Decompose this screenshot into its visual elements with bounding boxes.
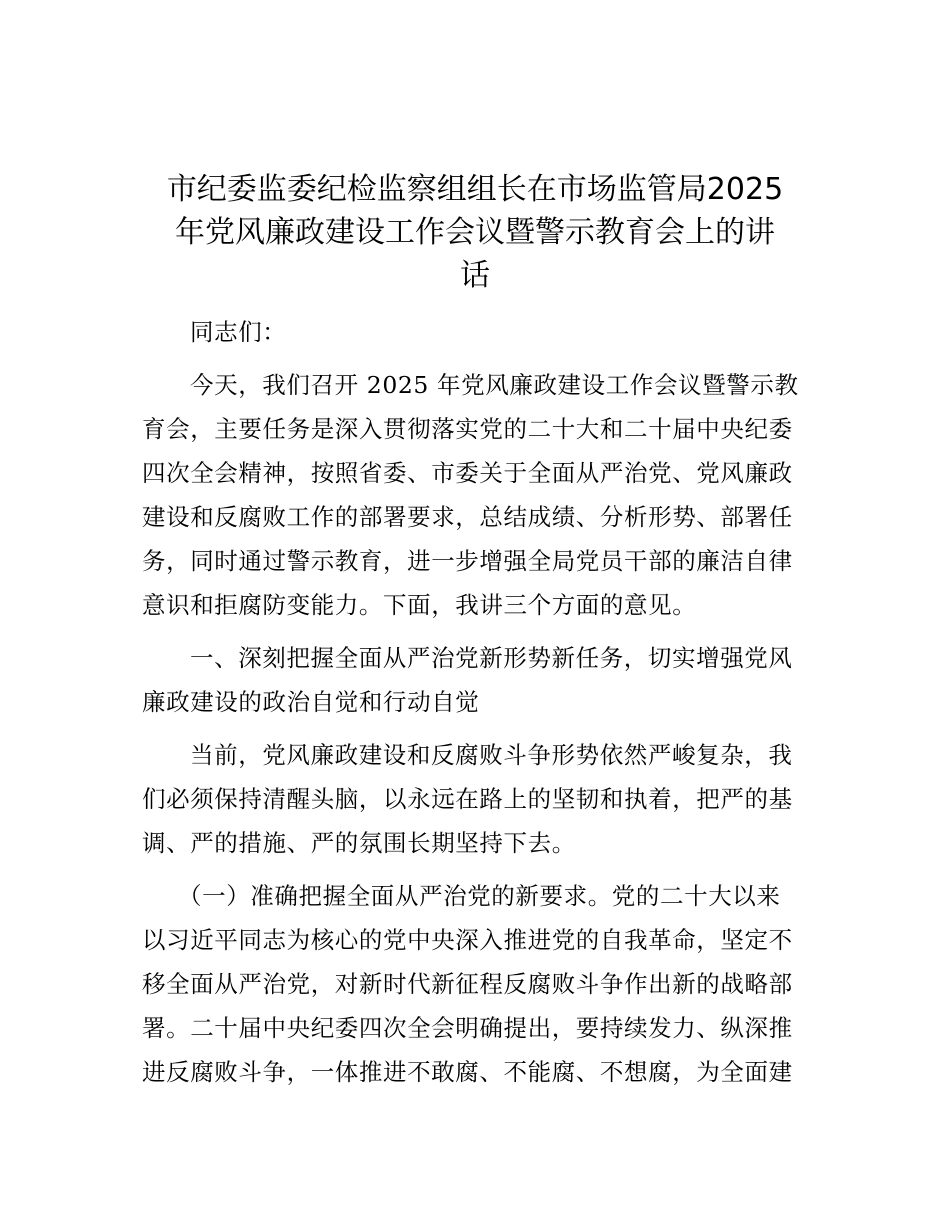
- section-heading-1: [142, 636, 812, 724]
- text-line: 四次全会精神，按照省委、市委关于全面从严治党、党风廉政: [142, 459, 793, 487]
- heading-line: 廉政建设的政治自觉和行动自觉: [142, 688, 480, 716]
- document-title: [100, 168, 850, 297]
- heading-line: 一、深刻把握全面从严治党新形势新任务，切实增强党风: [190, 644, 793, 672]
- title-line: 话: [460, 258, 490, 293]
- text-line: 调、严的措施、严的氛围长期坚持下去。: [142, 829, 576, 857]
- text-line: 进反腐败斗争，一体推进不敢腐、不能腐、不想腐，为全面建: [142, 1058, 793, 1086]
- paragraph-situation: [142, 733, 812, 865]
- title-line: 年党风廉政建设工作会议暨警示教育会上的讲: [175, 215, 775, 250]
- text-line: 今天，我们召开 2025 年党风廉政建设工作会议暨警示教: [190, 371, 799, 399]
- document-body: [142, 310, 812, 1103]
- text-line: 建设和反腐败工作的部署要求，总结成绩、分析形势、部署任: [142, 503, 793, 531]
- title-line: 市纪委监委纪检监察组组长在市场监管局2025: [166, 172, 784, 207]
- text-line: 意识和拒腐防变能力。下面，我讲三个方面的意见。: [142, 591, 697, 619]
- text-line: 们必须保持清醒头脑，以永远在路上的坚韧和执着，把严的基: [142, 785, 793, 813]
- text-line: 育会，主要任务是深入贯彻落实党的二十大和二十届中央纪委: [142, 415, 793, 443]
- subsection-1: [142, 874, 812, 1094]
- text-line: 署。二十届中央纪委四次全会明确提出，要持续发力、纵深推: [142, 1014, 793, 1042]
- text-line: 当前，党风廉政建设和反腐败斗争形势依然严峻复杂，我: [190, 741, 793, 769]
- text-line: 以习近平同志为核心的党中央深入推进党的自我革命，坚定不: [142, 926, 793, 954]
- text-line: 务，同时通过警示教育，进一步增强全局党员干部的廉洁自律: [142, 547, 793, 575]
- text-line: 移全面从严治党，对新时代新征程反腐败斗争作出新的战略部: [142, 970, 793, 998]
- paragraph-intro: [142, 363, 812, 627]
- text-line: （一）准确把握全面从严治党的新要求。党的二十大以来: [178, 882, 781, 910]
- salutation: 同志们：: [190, 318, 287, 346]
